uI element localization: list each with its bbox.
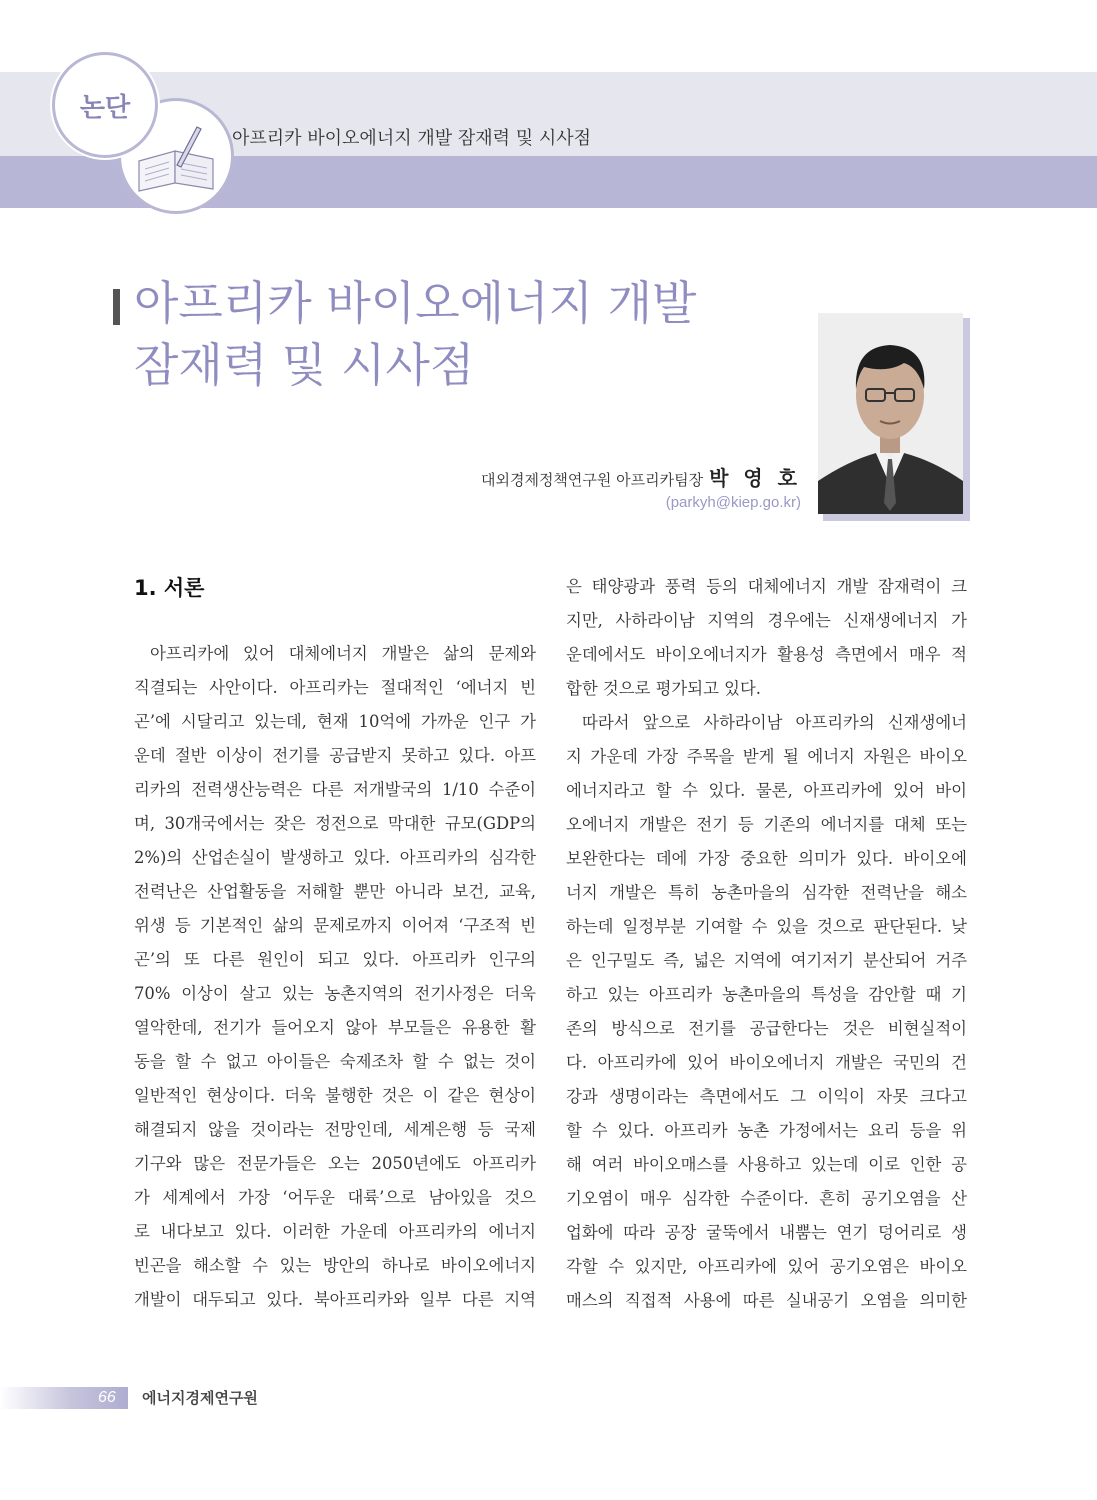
- text-line: 지만, 사하라이남 지역의 경우에는 신재생에너지 가: [566, 611, 967, 630]
- text-line: 강과 생명이라는 측면에서도 그 이익이 자못 크다고: [566, 1087, 967, 1106]
- text-line: 업화에 따라 공장 굴뚝에서 내뿜는 연기 덩어리로 생: [566, 1223, 967, 1242]
- text-line: 가 세계에서 가장 ‘어두운 대륙’으로 남아있을 것으: [134, 1188, 536, 1207]
- text-line: 곤’에 시달리고 있는데, 현재 10억에 가까운 인구 가: [134, 712, 536, 731]
- text-line: 은 태양광과 풍력 등의 대체에너지 개발 잠재력이 크: [566, 577, 967, 596]
- text-line: 곤’의 또 다른 원인이 되고 있다. 아프리카 인구의: [134, 950, 536, 969]
- running-title: 아프리카 바이오에너지 개발 잠재력 및 시사점: [232, 128, 591, 149]
- title-line-2: 잠재력 및 시사점: [134, 338, 475, 392]
- text-line: 존의 방식으로 전기를 공급한다는 것은 비현실적이: [566, 1019, 967, 1038]
- text-line: 직결되는 사안이다. 아프리카는 절대적인 ‘에너지 빈: [134, 678, 536, 697]
- text-line: 위생 등 기본적인 삶의 문제로까지 이어져 ‘구조적 빈: [134, 916, 536, 935]
- author-portrait-icon: [818, 313, 963, 514]
- text-line: 하는데 일정부분 기여할 수 있을 것으로 판단된다. 낮: [566, 917, 967, 936]
- title-accent-bar: [113, 289, 120, 325]
- text-line: 2%)의 산업손실이 발생하고 있다. 아프리카의 심각한: [134, 848, 536, 867]
- text-line: 각할 수 있지만, 아프리카에 있어 공기오염은 바이오: [566, 1257, 967, 1276]
- text-line: 70% 이상이 살고 있는 농촌지역의 전기사정은 더욱: [134, 984, 536, 1003]
- text-line: 로 내다보고 있다. 이러한 가운데 아프리카의 에너지: [134, 1222, 536, 1241]
- body-column-right: [566, 570, 967, 1318]
- section-badge: 논단: [52, 52, 158, 158]
- text-line: 며, 30개국에서는 잦은 정전으로 막대한 규모(GDP의: [134, 814, 536, 833]
- page-number: 66: [98, 1389, 116, 1406]
- text-line: 해 여러 바이오매스를 사용하고 있는데 이로 인한 공: [566, 1155, 967, 1174]
- text-line: 기구와 많은 전문가들은 오는 2050년에도 아프리카: [134, 1154, 536, 1173]
- text-line: 지 가운데 가장 주목을 받게 될 에너지 자원은 바이오: [566, 747, 967, 766]
- text-line: 다. 아프리카에 있어 바이오에너지 개발은 국민의 건: [566, 1053, 967, 1072]
- text-line: 할 수 있다. 아프리카 농촌 가정에서는 요리 등을 위: [566, 1121, 967, 1140]
- author-affiliation: 대외경제정책연구원 아프리카팀장: [480, 471, 704, 489]
- text-line: 에너지라고 할 수 있다. 물론, 아프리카에 있어 바이: [566, 781, 967, 800]
- text-line: 아프리카에 있어 대체에너지 개발은 삶의 문제와: [150, 644, 536, 663]
- text-line: 리카의 전력생산능력은 다른 저개발국의 1/10 수준이: [134, 780, 536, 799]
- text-line: 동을 할 수 없고 아이들은 숙제조차 할 수 없는 것이: [134, 1052, 536, 1071]
- text-line: 너지 개발은 특히 농촌마을의 심각한 전력난을 해소: [566, 883, 967, 902]
- text-line: 기오염이 매우 심각한 수준이다. 흔히 공기오염을 산: [566, 1189, 967, 1208]
- author-photo: [818, 313, 963, 514]
- text-line: 운데 절반 이상이 전기를 공급받지 못하고 있다. 아프: [134, 746, 536, 765]
- text-line: 보완한다는 데에 가장 중요한 의미가 있다. 바이오에: [566, 849, 967, 868]
- author-email: (parkyh@kiep.go.kr): [665, 494, 801, 511]
- text-line: 열악한데, 전기가 들어오지 않아 부모들은 유용한 활: [134, 1018, 536, 1037]
- text-line: 빈곤을 해소할 수 있는 방안의 하나로 바이오에너지: [134, 1256, 536, 1275]
- text-line: 합한 것으로 평가되고 있다.: [566, 679, 762, 698]
- text-line: 전력난은 산업활동을 저해할 뿐만 아니라 보건, 교육,: [134, 882, 536, 901]
- text-line: 운데에서도 바이오에너지가 활용성 측면에서 매우 적: [566, 645, 967, 664]
- section-heading: 1. 서론: [134, 576, 205, 600]
- text-line: 일반적인 현상이다. 더욱 불행한 것은 이 같은 현상이: [134, 1086, 536, 1105]
- text-line: 하고 있는 아프리카 농촌마을의 특성을 감안할 때 기: [566, 985, 967, 1004]
- author-byline: [481, 462, 801, 491]
- body-column-left: [134, 637, 536, 1317]
- text-line: 해결되지 않을 것이라는 전망인데, 세계은행 등 국제: [134, 1120, 536, 1139]
- footer-org-name: 에너지경제연구원: [142, 1389, 258, 1407]
- text-line: 은 인구밀도 즉, 넓은 지역에 여기저기 분산되어 거주: [566, 951, 967, 970]
- text-line: 매스의 직접적 사용에 따른 실내공기 오염을 의미한: [566, 1291, 967, 1310]
- text-line: 개발이 대두되고 있다. 북아프리카와 일부 다른 지역: [134, 1290, 536, 1309]
- text-line: 따라서 앞으로 사하라이남 아프리카의 신재생에너: [582, 713, 967, 732]
- author-name: 박 영 호: [709, 466, 801, 490]
- text-line: 오에너지 개발은 전기 등 기존의 에너지를 대체 또는: [566, 815, 967, 834]
- title-line-1: 아프리카 바이오에너지 개발: [134, 276, 697, 330]
- article-title: [134, 272, 794, 396]
